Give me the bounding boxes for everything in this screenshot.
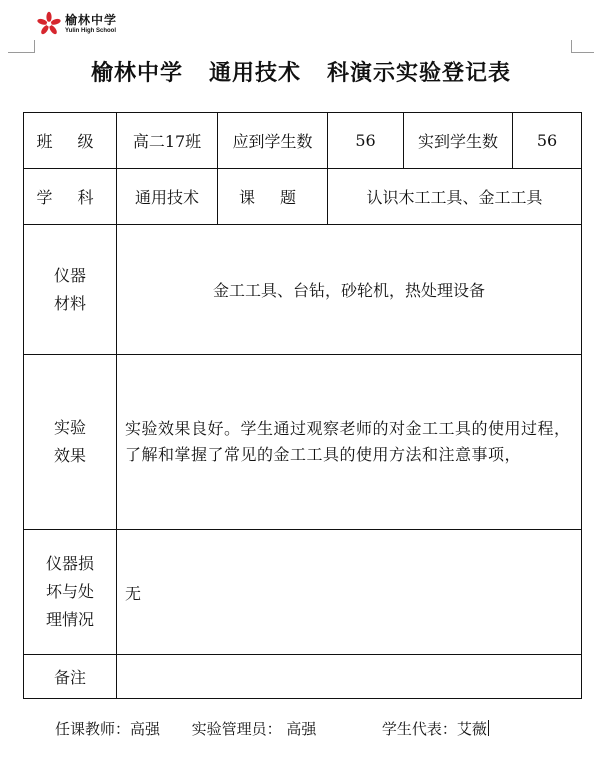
crop-mark-top-right [571,40,594,53]
school-name-en: Yulin High School [65,28,116,34]
equipment-label-line: 仪器 [53,265,86,285]
effect-label-line: 效果 [53,446,86,465]
remarks-value[interactable] [117,655,582,699]
teacher-signature: 任课教师：高强 [55,720,161,738]
expected-students-label: 应到学生数 [218,113,328,169]
topic-value[interactable]: 认识木工工具、金工工具 [328,169,582,225]
effect-label [24,355,117,530]
class-label: 班 级 [24,113,117,169]
equipment-label-line: 材料 [53,293,86,313]
student-rep-signature[interactable]: 学生代表：艾薇 [381,720,487,738]
equipment-label [24,225,117,355]
admin-signature: 实验管理员： 高强 [191,720,317,738]
document-title: 榆林中学 通用技术 科演示实验登记表 [91,61,511,86]
subject-label: 学 科 [24,169,117,225]
damage-value[interactable]: 无 [117,530,582,655]
remarks-label: 备注 [24,655,117,699]
crop-mark-top-left [8,40,35,53]
signature-footer [55,718,575,739]
school-name-cn: 榆林中学 [65,13,118,27]
actual-students-value[interactable]: 56 [513,113,582,169]
damage-label-line: 坏与处 [45,582,94,601]
table-row [24,225,582,355]
text-cursor [488,720,489,736]
table-row [24,169,582,225]
table-row [24,655,582,699]
expected-students-value[interactable]: 56 [328,113,404,169]
table-row [24,355,582,530]
subject-value[interactable]: 通用技术 [117,169,218,225]
table-row [24,113,582,169]
actual-students-label: 实到学生数 [404,113,513,169]
table-row [24,530,582,655]
topic-label: 课 题 [218,169,328,225]
equipment-value[interactable]: 金工工具、台钻，砂轮机，热处理设备 [117,225,582,355]
school-emblem-icon [36,11,62,37]
school-logo [36,11,117,37]
experiment-register-table [23,112,582,699]
class-value[interactable]: 高二17班 [117,113,218,169]
effect-label-line: 实验 [53,418,86,437]
damage-label [24,530,117,655]
damage-label-line: 理情况 [45,610,94,629]
effect-value[interactable]: 实验效果良好。学生通过观察老师的对金工工具的使用过程，了解和掌握了常见的金工工具的使用方法和注意事项， [117,355,582,530]
damage-label-line: 仪器损 [45,554,94,573]
